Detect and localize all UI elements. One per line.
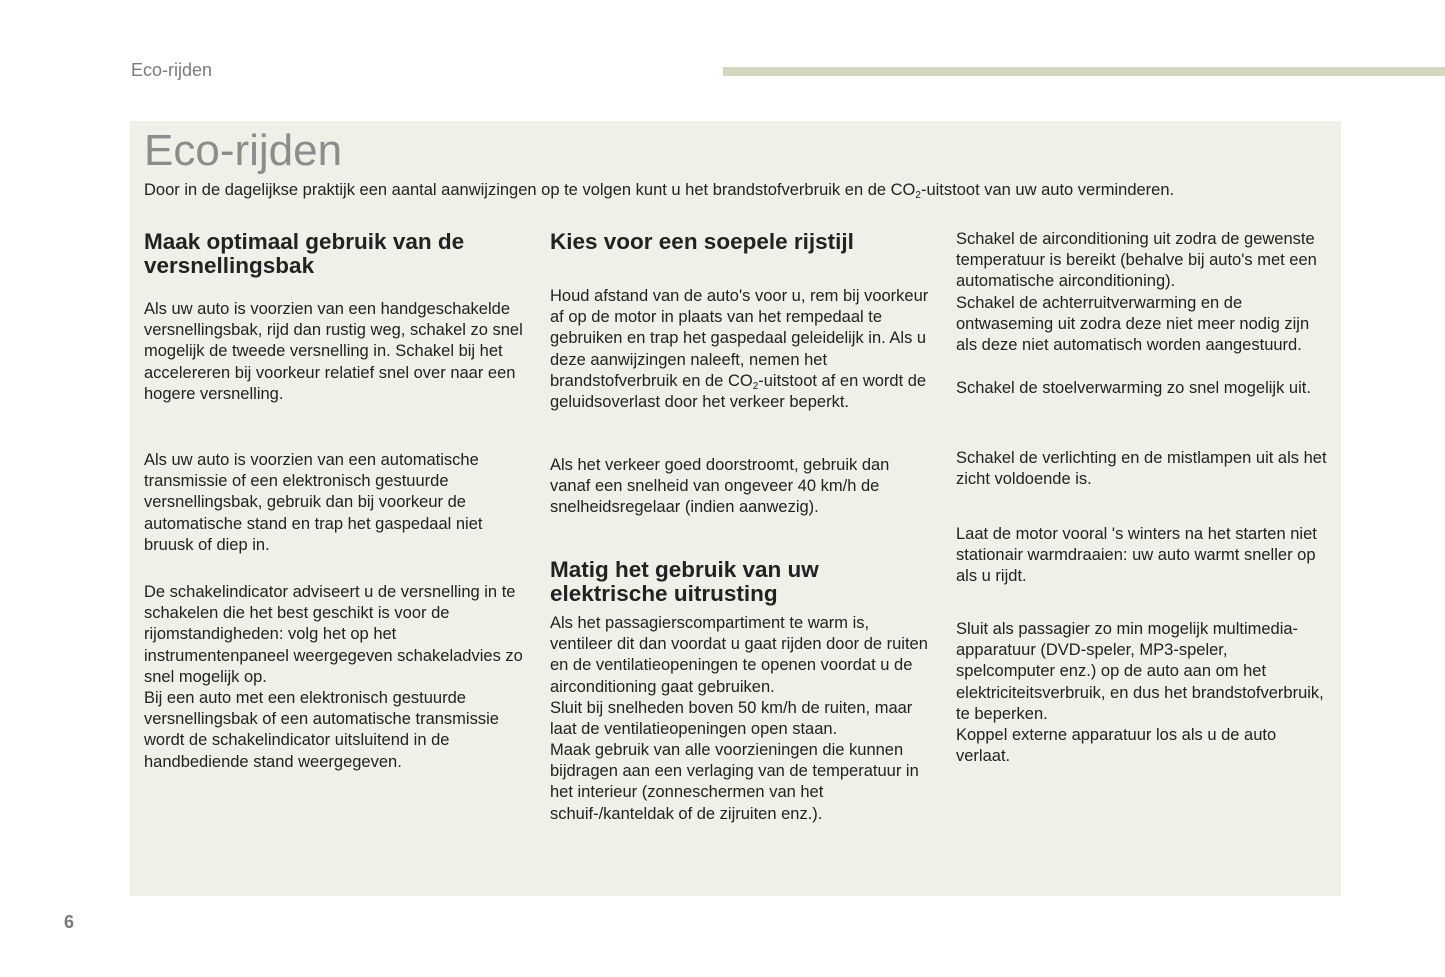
paragraph-manual-gearbox: Als uw auto is voorzien van een handgeschakelde versnellingsbak, rijd dan rustig weg, schakel zo snel mogelijk de tweede versnelling in. Schakel bij het accelereren bij voorkeur relatief snel over naar een hogere versnelling. xyxy=(144,300,523,403)
heading-driving-style: Kies voor een soepele rijstijl xyxy=(550,229,854,254)
paragraph-lights: Schakel de verlichting en de mistlampen uit als het zicht voldoende is. xyxy=(956,449,1327,489)
paragraph-text-part: Houd afstand van de auto's voor u, rem bij voorkeur af op de motor in plaats van het rempedaal te gebruiken en trap het gaspedaal geleidelijk in. Als u deze aanwijzingen naleeft, nemen het brandstofverbruik en de CO xyxy=(550,287,929,390)
paragraph-airconditioning: Schakel de airconditioning uit zodra de gewenste temperatuur is bereikt (behalve bij auto's met een automatische airconditioning). xyxy=(956,230,1317,291)
paragraph-multimedia: Sluit als passagier zo min mogelijk multimedia-apparatuur (DVD-speler, MP3-speler, spelcomputer enz.) op de auto aan om het elektriciteitsverbruik, en dus het brandstofverbruik, te beperken. xyxy=(956,620,1324,723)
intro-text xyxy=(144,180,1174,201)
paragraph-driving-style xyxy=(550,286,930,413)
paragraph-rear-window-heating: Schakel de achterruitverwarming en de ontwaseming uit zodra deze niet meer nodig zijn als deze niet automatisch worden aangestuurd. xyxy=(956,294,1310,355)
intro-text-part: Door in de dagelijkse praktijk een aantal aanwijzingen op te volgen kunt u het brandstofverbruik en de CO xyxy=(144,181,916,199)
header-rule xyxy=(723,67,1445,76)
paragraph-temperature: Maak gebruik van alle voorzieningen die kunnen bijdragen aan een verlaging van de temperatuur in het interieur (zonneschermen van het schuif-/kanteldak of de zijruiten enz.). xyxy=(550,741,919,823)
paragraph-seat-heating: Schakel de stoelverwarming zo snel mogelijk uit. xyxy=(956,379,1311,397)
paragraph-engine-warmup: Laat de motor vooral 's winters na het starten niet stationair warmdraaien: uw auto warmt sneller op als u rijdt. xyxy=(956,525,1317,586)
running-header-title: Eco-rijden xyxy=(131,60,213,80)
paragraph-cruise-control: Als het verkeer goed doorstroomt, gebruik dan vanaf een snelheid van ongeveer 40 km/h de snelheidsregelaar (indien aanwezig). xyxy=(550,456,890,517)
page-title: Eco-rijden xyxy=(144,126,343,175)
paragraph-shift-indicator: De schakelindicator adviseert u de versnelling in te schakelen die het best geschikt is voor de rijomstandigheden: volg het op het instrumentenpaneel weergegeven schakeladvies zo snel mogelijk op. xyxy=(144,583,523,686)
page-number: 6 xyxy=(64,912,75,932)
co2-subscript: 2 xyxy=(752,380,759,392)
paragraph-ventilation: Als het passagierscompartiment te warm is, ventileer dit dan voordat u gaat rijden door de ruiten en de ventilatieopeningen te openen voordat u de airconditioning gaat gebruiken. xyxy=(550,614,928,696)
paragraph-windows: Sluit bij snelheden boven 50 km/h de ruiten, maar laat de ventilatieopeningen open staan. xyxy=(550,699,913,739)
intro-text-part: -uitstoot van uw auto verminderen. xyxy=(920,181,1175,199)
intro-subscript: 2 xyxy=(915,190,921,201)
heading-electrical-equipment: Matig het gebruik van uw elektrische uitrusting xyxy=(550,557,819,606)
heading-gearbox: Maak optimaal gebruik van de versnellingsbak xyxy=(144,229,465,278)
paragraph-text-part: -uitstoot af en wordt de geluidsoverlast door het verkeer beperkt. xyxy=(550,371,927,412)
paragraph-shift-indicator-automatic: Bij een auto met een elektronisch gestuurde versnellingsbak of een automatische transmissie wordt de schakelindicator uitsluitend in de handbediende stand weergegeven. xyxy=(144,689,499,771)
paragraph-automatic-gearbox: Als uw auto is voorzien van een automatische transmissie of een elektronisch gestuurde versnellingsbak, gebruik dan bij voorkeur de automatische stand en trap het gaspedaal niet bruusk of diep in. xyxy=(144,451,483,554)
paragraph-external-devices: Koppel externe apparatuur los als u de auto verlaat. xyxy=(956,726,1277,766)
